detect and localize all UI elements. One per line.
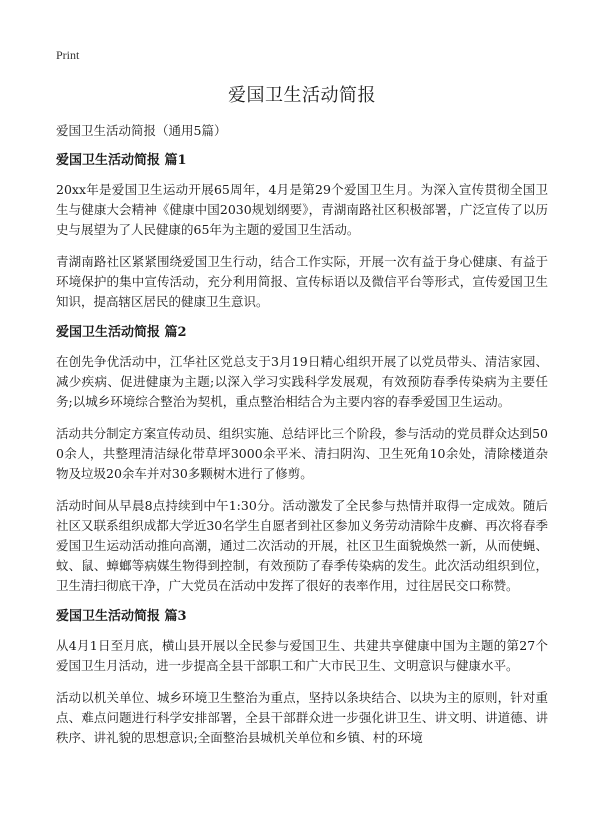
section-2 [56, 324, 548, 596]
paragraph: 活动以机关单位、城乡环境卫生整治为重点，坚持以条块结合、以块为主的原则，针对重点、难点问题进行科学安排部署，全县干部群众进一步强化讲卫生、讲文明、讲道德、讲秩序、讲礼貌的思想意识;全面整治县城机关单位和乡镇、村的环境 [56, 690, 548, 745]
section-1 [56, 152, 548, 312]
print-link[interactable]: Print [56, 48, 80, 62]
section-3 [56, 608, 548, 748]
page-title: 爱国卫生活动简报 [228, 85, 376, 106]
paragraph: 从4月1日至月底，横山县开展以全民参与爱国卫生、共建共享健康中国为主题的第27个爱国卫生月活动，进一步提高全县干部职工和广大市民卫生、文明意识与健康水平。 [56, 638, 548, 673]
paragraph: 活动共分制定方案宣传动员、组织实施、总结评比三个阶段，参与活动的党员群众达到500余人，共整理清洁绿化带草坪3000余平米、清扫阴沟、卫生死角10余处，清除楼道杂物及垃圾20余车并对30多颗树木进行了修剪。 [56, 426, 548, 481]
document-subtitle: 爱国卫生活动简报（通用5篇） [56, 123, 227, 138]
paragraph: 在创先争优活动中，江华社区党总支于3月19日精心组织开展了以党员带头、清洁家园、减少疾病、促进健康为主题;以深入学习实践科学发展观，有效预防春季传染病为主要任务;以城乡环境综合整治为契机，重点整治相结合为主要内容的春季爱国卫生运动。 [56, 354, 548, 409]
paragraph: 20xx年是爱国卫生运动开展65周年，4月是第29个爱国卫生月。为深入宣传贯彻全国卫生与健康大会精神《健康中国2030规划纲要》，青湖南路社区积极部署，广泛宣传了以历史与展望为了人民健康的65年为主题的爱国卫生活动。 [56, 182, 548, 237]
section-heading: 爱国卫生活动简报 篇2 [56, 325, 187, 340]
section-heading: 爱国卫生活动简报 篇1 [56, 153, 187, 168]
paragraph: 青湖南路社区紧紧围绕爱国卫生行动，结合工作实际，开展一次有益于身心健康、有益于环境保护的集中宣传活动，充分利用简报、宣传标语以及微信平台等形式，宣传爱国卫生知识，提高辖区居民的健康卫生意识。 [56, 254, 548, 309]
section-heading: 爱国卫生活动简报 篇3 [56, 609, 187, 624]
document-page [56, 44, 548, 760]
paragraph: 活动时间从早晨8点持续到中午1:30分。活动激发了全民参与热情并取得一定成效。随后社区又联系组织成都大学近30名学生自愿者到社区参加义务劳动清除牛皮癣、再次将春季爱国卫生运动活动推向高潮，通过二次活动的开展，社区卫生面貌焕然一新，从而使蝇、蚊、鼠、蟑螂等病媒生物得到控制，有效预防了春季传染病的发生。此次活动组织到位，卫生清扫彻底干净，广大党员在活动中发挥了很好的表率作用，过往居民交口称赞。 [56, 498, 548, 593]
